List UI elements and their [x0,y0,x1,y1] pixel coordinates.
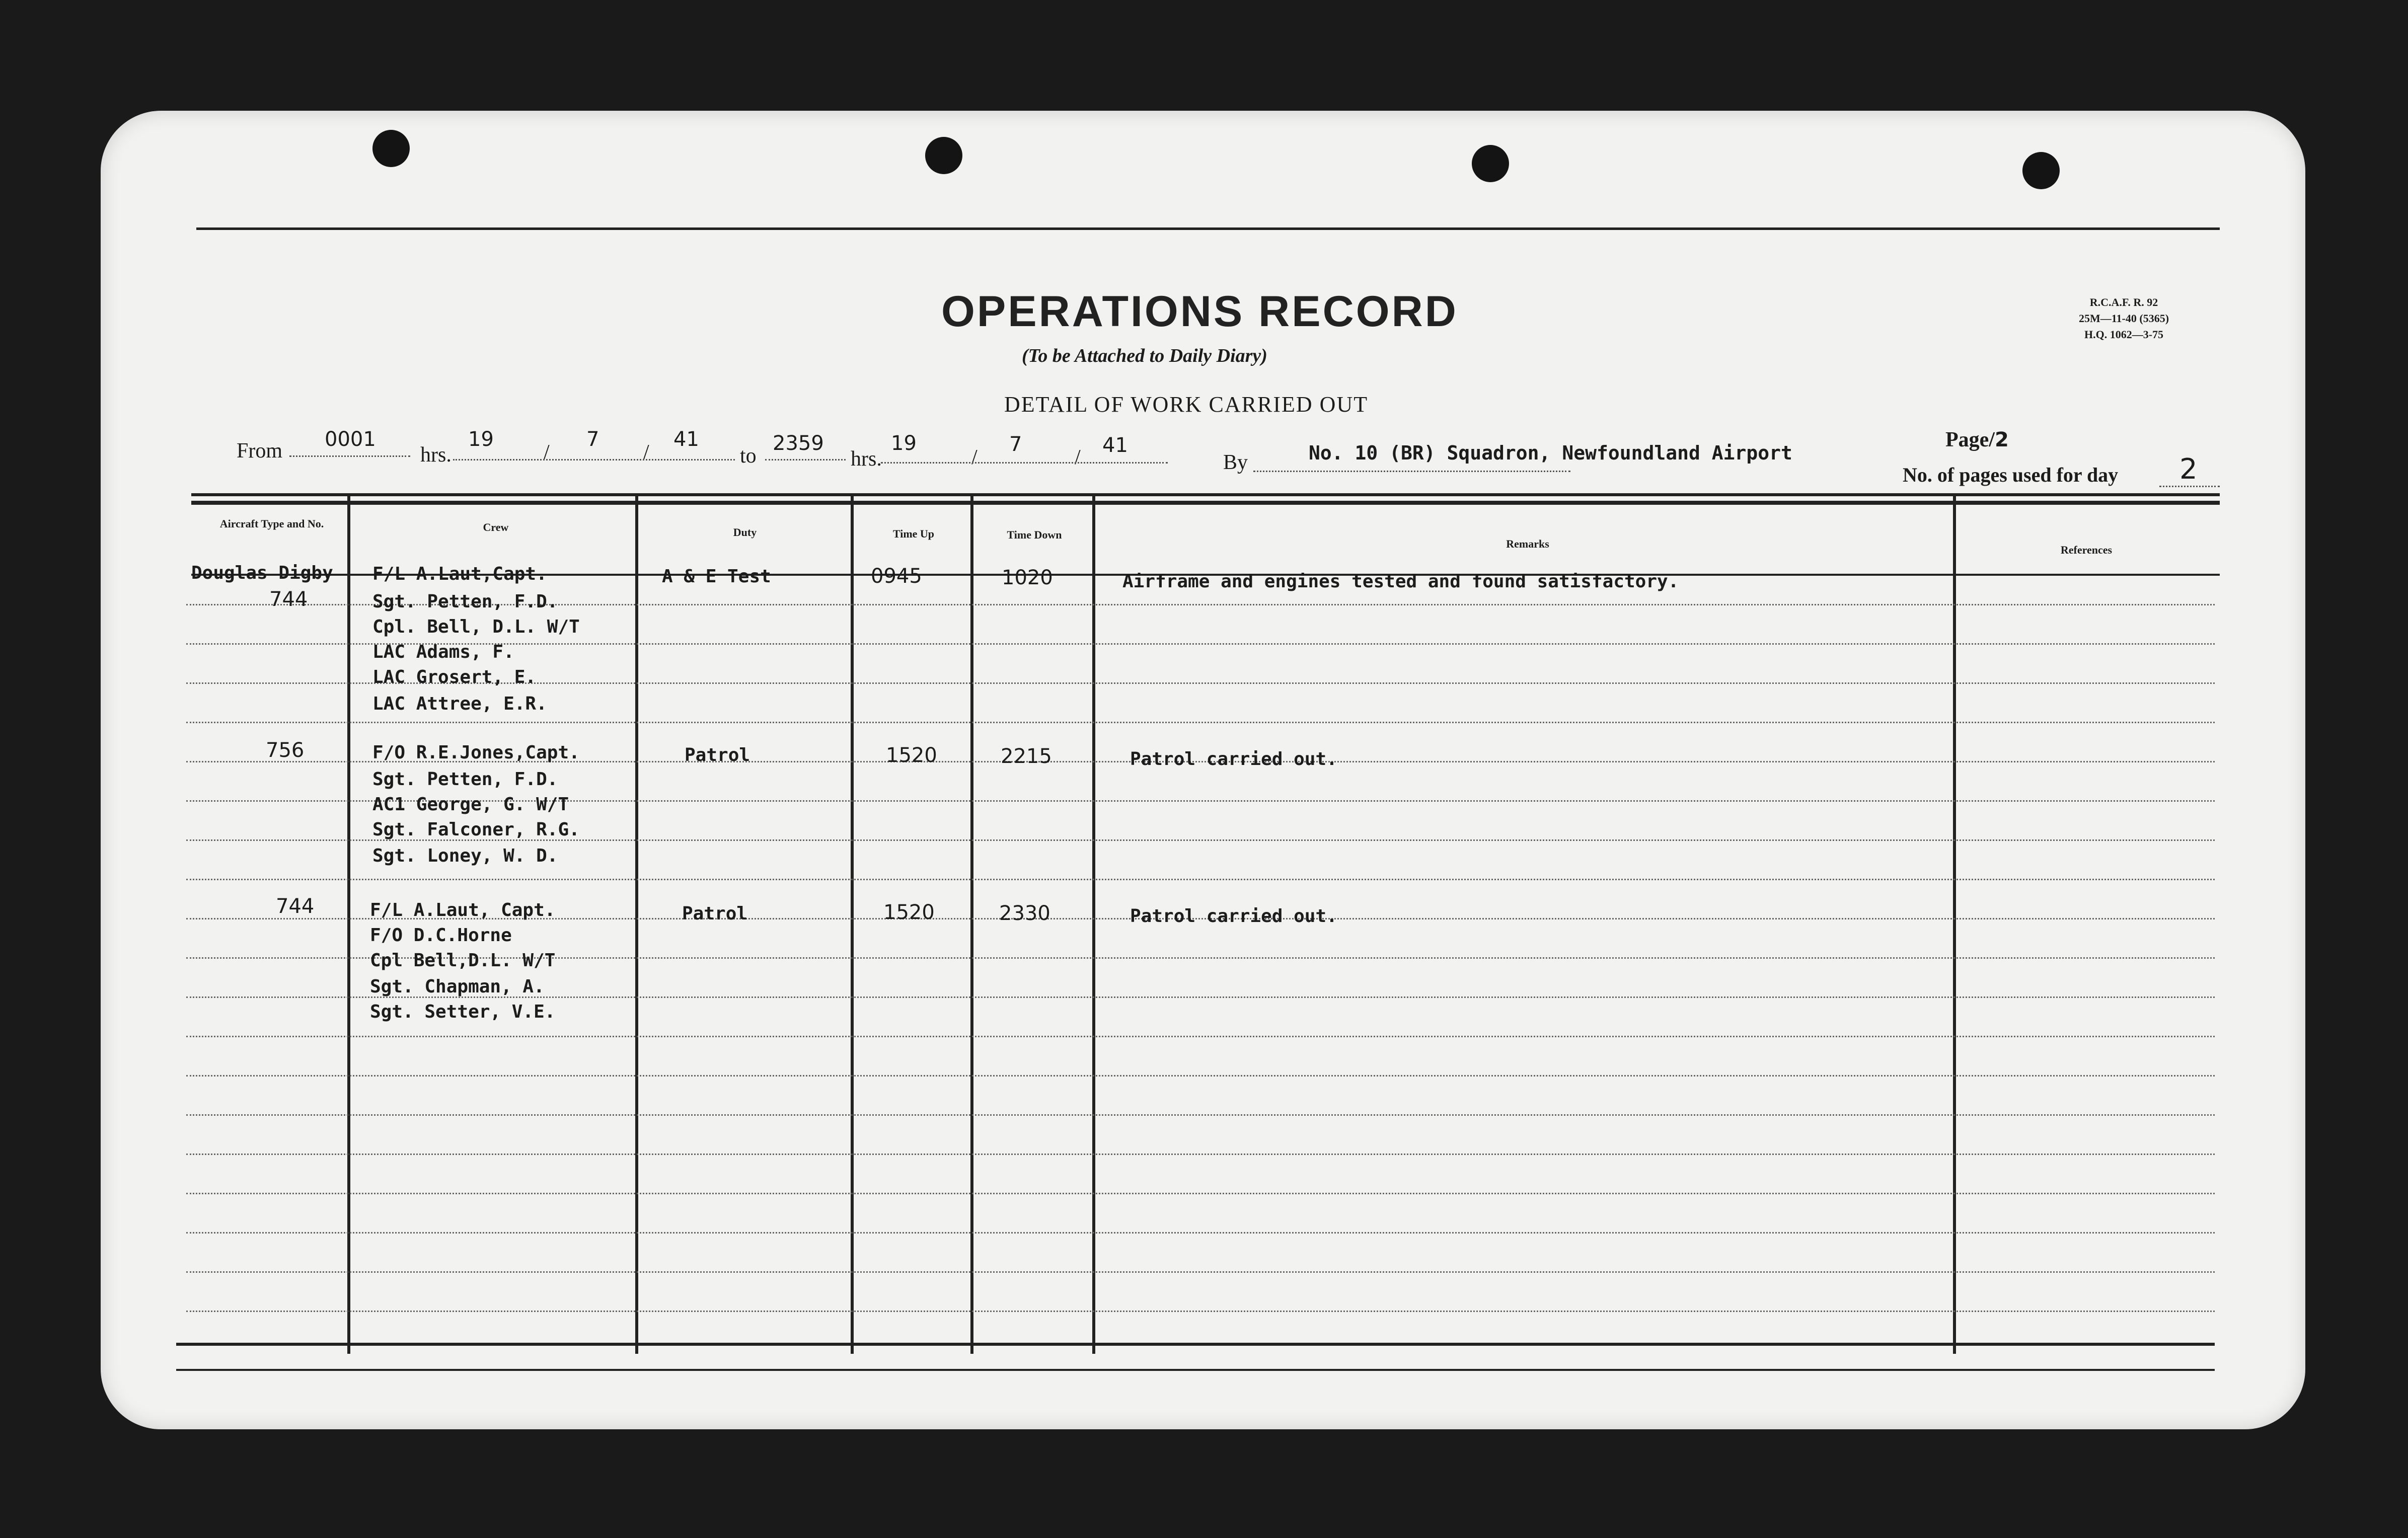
aircraft-number: 744 [276,895,315,918]
ruled-line [186,1114,2215,1116]
punch-hole [2022,152,2060,189]
crew-member: Sgt. Chapman, A. [370,976,545,997]
ruled-line [186,1075,2215,1076]
crew-member: Sgt. Loney, W. D. [372,845,558,866]
column-divider [851,496,854,1354]
col-remarks: Remarks [1506,537,1549,550]
from-year: 41 [673,428,699,451]
from-hrs-label: hrs. [420,443,452,467]
by-label: By [1223,451,1248,474]
page-number: 2 [1994,428,2009,451]
page-subtitle: (To be Attached to Daily Diary) [1022,345,1267,366]
from-time: 0001 [325,428,376,451]
pages-used-label: No. of pages used for day [1903,464,2119,486]
crew-member: Cpl Bell,D.L. W/T [370,950,556,971]
crew-member: F/O R.E.Jones,Capt. [372,742,580,763]
duty: Patrol [685,745,750,765]
top-rule [196,227,2220,230]
unit-name: No. 10 (BR) Squadron, Newfoundland Airport [1309,442,1792,464]
crew-member: Sgt. Petten, F.D. [372,591,558,612]
ruled-line [186,1271,2215,1273]
column-divider [1092,496,1095,1354]
table-bottom-rule [176,1343,2215,1346]
ruled-line [186,722,2215,723]
ruled-line [186,1154,2215,1155]
to-day: 19 [891,432,917,455]
remarks: Patrol carried out. [1130,749,1337,770]
ruled-line [186,1311,2215,1312]
crew-member: Sgt. Petten, F.D. [372,769,558,790]
to-hrs-label: hrs. [851,447,882,471]
page-label: Page/2 [1945,428,2009,451]
table-top-rule-2 [191,501,2220,505]
crew-member: AC1 George, G. W/T [372,794,569,815]
ruled-line [186,1193,2215,1194]
aircraft-type: Douglas Digby [191,563,333,583]
punch-hole [925,137,962,174]
col-crew: Crew [483,521,509,533]
duty: Patrol [682,903,748,924]
to-month: 7 [1009,433,1022,456]
column-divider [347,496,350,1354]
page-title: OPERATIONS RECORD [941,287,1458,336]
col-aircraft: Aircraft Type and No. [219,517,324,530]
to-label: to [740,444,757,468]
form-code: R.C.A.F. R. 92 25M—11-40 (5365) H.Q. 1062—3-75 [2079,296,2169,341]
time-down: 2330 [999,902,1050,925]
crew-member: F/O D.C.Horne [370,925,512,946]
crew-member: Cpl. Bell, D.L. W/T [372,617,580,637]
crew-member: Sgt. Falconer, R.G. [372,819,580,840]
detail-heading: DETAIL OF WORK CARRIED OUT [1004,392,1369,417]
column-divider [1953,496,1956,1354]
punch-hole [372,130,410,167]
to-year: 41 [1102,434,1128,457]
crew-member: LAC Grosert, E. [372,667,537,687]
ruled-line [186,1232,2215,1234]
from-label: From [237,439,283,463]
remarks: Airframe and engines tested and found satisfactory. [1122,571,1679,592]
col-time-up: Time Up [892,527,935,540]
table-bottom-rule-2 [176,1369,2215,1371]
column-divider [635,496,638,1354]
time-up: 0945 [871,565,922,588]
ruled-line [186,1036,2215,1037]
ruled-line [186,879,2215,880]
column-divider [970,496,973,1354]
to-time: 2359 [773,432,824,455]
time-up: 1520 [886,744,937,767]
from-month: 7 [586,428,599,451]
crew-member: LAC Adams, F. [372,642,514,662]
pages-used-value: 2 [2179,453,2198,486]
aircraft-number: 756 [266,739,305,762]
aircraft-number: 744 [269,588,308,611]
col-duty: Duty [733,526,757,539]
col-time-down: Time Down [1007,528,1062,541]
table-top-rule [191,493,2220,496]
crew-member: Sgt. Setter, V.E. [370,1002,556,1022]
crew-member: F/L A.Laut, Capt. [370,900,556,920]
col-references: References [2060,544,2113,556]
punch-hole [1472,145,1509,182]
time-down: 2215 [1001,745,1052,768]
crew-member: F/L A.Laut,Capt. [372,564,547,584]
from-day: 19 [468,428,494,451]
duty: A & E Test [662,566,771,587]
time-down: 1020 [1002,566,1053,589]
crew-member: LAC Attree, E.R. [372,694,547,714]
time-up: 1520 [883,901,935,924]
remarks: Patrol carried out. [1130,906,1337,927]
